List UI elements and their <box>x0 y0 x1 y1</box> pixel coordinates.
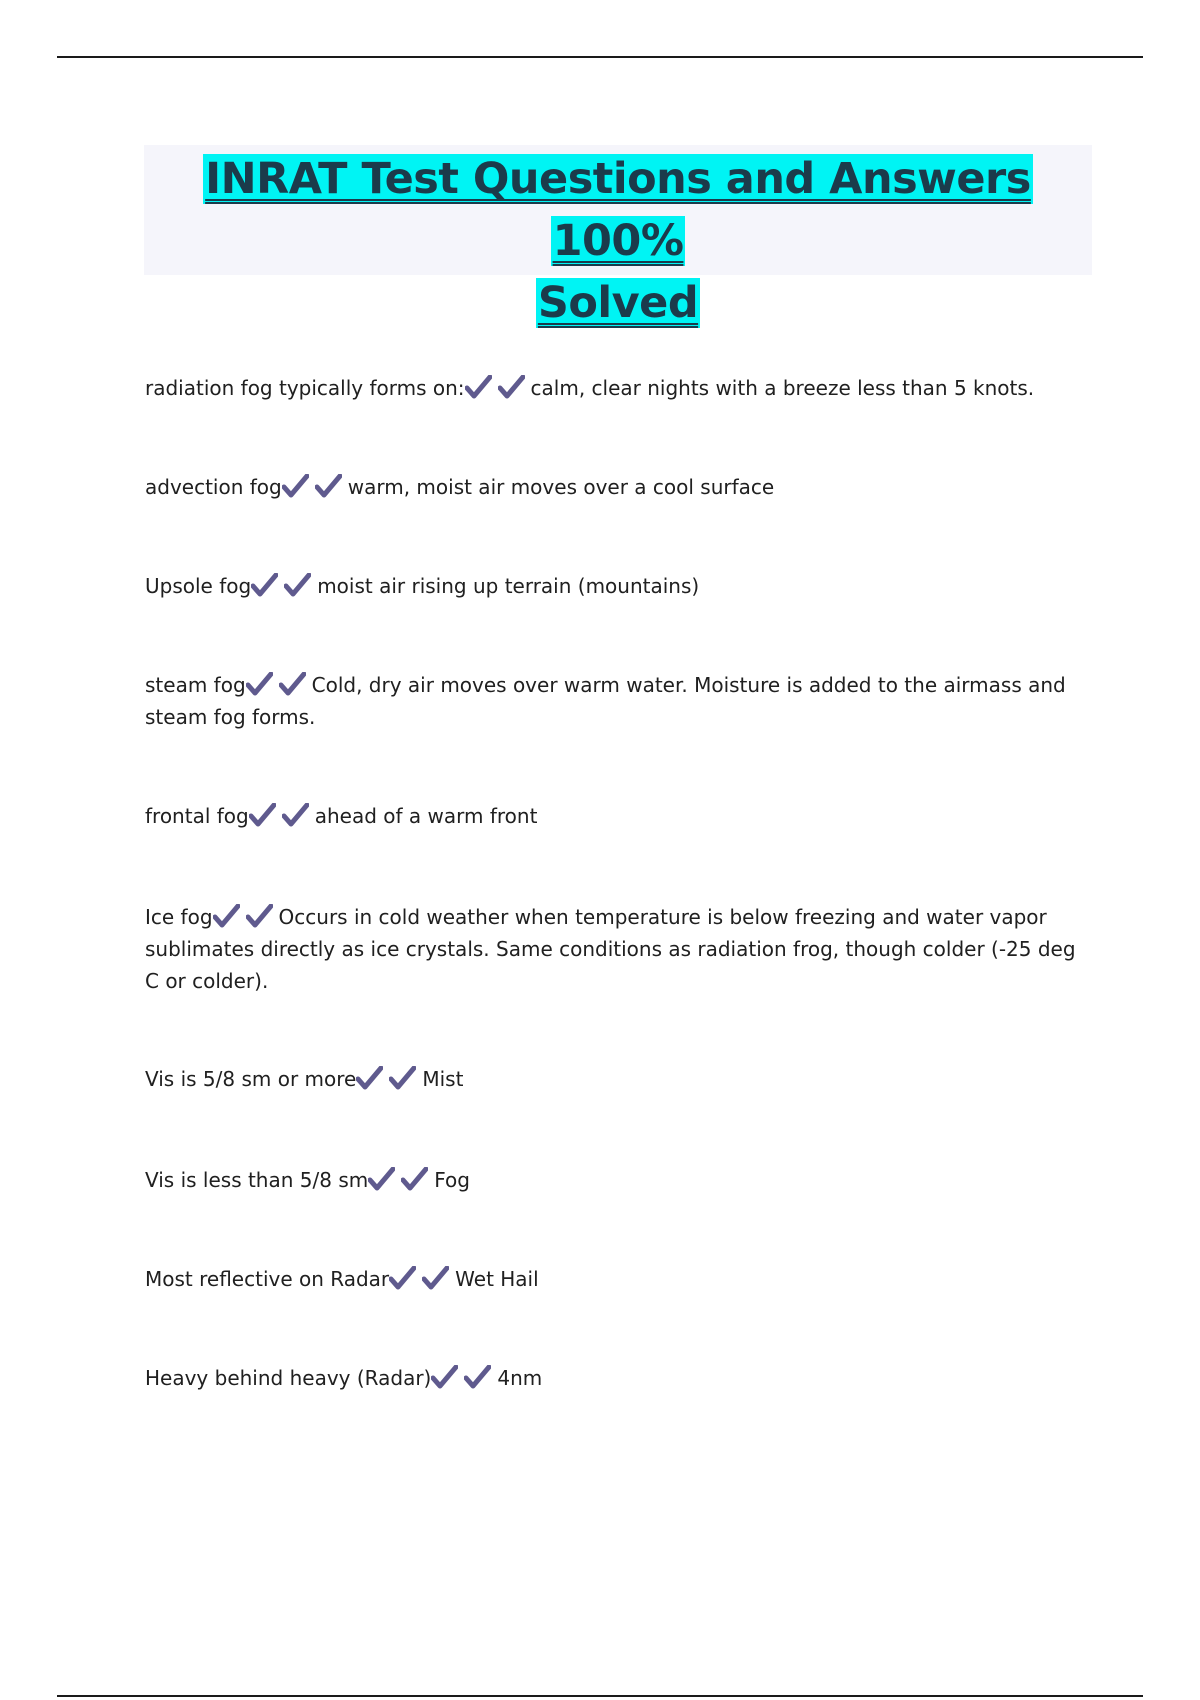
check-icon <box>249 803 276 827</box>
question-text: Ice fog <box>145 905 213 929</box>
answer-text: Mist <box>422 1067 464 1091</box>
qa-item <box>145 1263 1095 1295</box>
qa-item <box>145 1063 1095 1095</box>
title-line-2: Solved <box>537 278 699 328</box>
check-icon <box>282 474 309 498</box>
qa-item <box>145 471 1095 503</box>
check-icon <box>315 474 342 498</box>
qa-item <box>145 1164 1095 1196</box>
question-text: steam fog <box>145 673 246 697</box>
check-icon <box>465 375 492 399</box>
answer-text: Occurs in cold weather when temperature is below freezing and water vapor sublimates directly as ice crystals. Same conditions as radiation frog, though colder (-25 deg C or colder). <box>145 905 1076 993</box>
question-text: Vis is less than 5/8 sm <box>145 1168 369 1192</box>
title-line-1: INRAT Test Questions and Answers 100% <box>205 154 1031 266</box>
check-icon <box>246 904 273 928</box>
check-icon <box>389 1066 416 1090</box>
qa-item <box>145 669 1095 733</box>
check-icon <box>464 1365 491 1389</box>
check-icon <box>431 1365 458 1389</box>
question-text: radiation fog typically forms on: <box>145 376 465 400</box>
title-band <box>144 145 1092 328</box>
answer-text: ahead of a warm front <box>314 804 538 828</box>
answer-text: Fog <box>434 1168 470 1192</box>
answer-text: Cold, dry air moves over warm water. Moisture is added to the airmass and steam fog forms. <box>145 673 1066 729</box>
qa-item <box>145 800 1095 832</box>
answer-text: moist air rising up terrain (mountains) <box>317 574 700 598</box>
qa-list <box>145 372 1095 1394</box>
qa-item <box>145 1362 1095 1394</box>
answer-text: calm, clear nights with a breeze less than 5 knots. <box>530 376 1035 400</box>
top-rule <box>57 56 1143 58</box>
check-icon <box>246 672 273 696</box>
check-icon <box>401 1167 428 1191</box>
document-title <box>144 145 1092 334</box>
check-icon <box>213 904 240 928</box>
bottom-rule <box>57 1695 1143 1697</box>
question-text: Most reflective on Radar <box>145 1267 390 1291</box>
check-icon <box>282 803 309 827</box>
question-text: advection fog <box>145 475 282 499</box>
check-icon <box>389 1266 416 1290</box>
question-text: frontal fog <box>145 804 249 828</box>
qa-item <box>145 901 1095 997</box>
qa-item <box>145 570 1095 602</box>
answer-text: Wet Hail <box>455 1267 539 1291</box>
check-icon <box>251 573 278 597</box>
check-icon <box>368 1167 395 1191</box>
question-text: Vis is 5/8 sm or more <box>145 1067 357 1091</box>
check-icon <box>422 1266 449 1290</box>
check-icon <box>356 1066 383 1090</box>
question-text: Upsole fog <box>145 574 252 598</box>
answer-text: 4nm <box>497 1366 543 1390</box>
check-icon <box>284 573 311 597</box>
qa-item <box>145 372 1095 404</box>
check-icon <box>498 375 525 399</box>
answer-text: warm, moist air moves over a cool surface <box>347 475 775 499</box>
check-icon <box>279 672 306 696</box>
question-text: Heavy behind heavy (Radar) <box>145 1366 432 1390</box>
